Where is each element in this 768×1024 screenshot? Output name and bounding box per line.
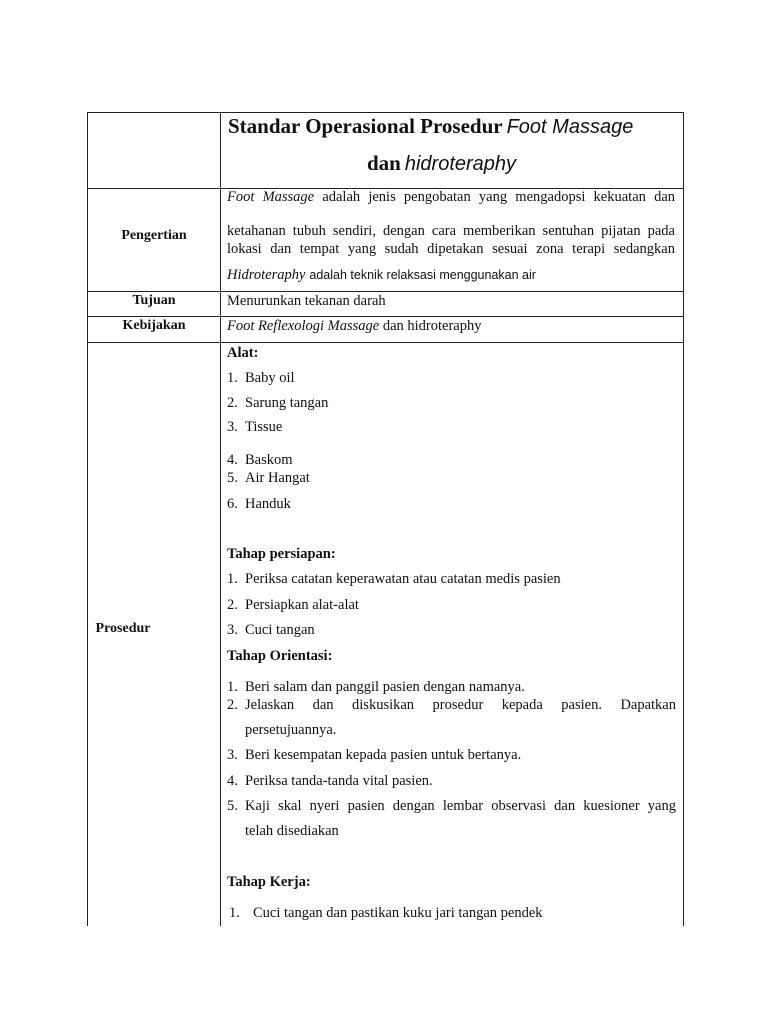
title-topic-1: Foot Massage [506,116,634,138]
pengertian-line-4: Hidroteraphy adalah teknik relaksasi menggunakan air [227,267,536,283]
list-item: 1. Baby oil [227,370,295,386]
title-prefix: Standar Operasional Prosedur [228,114,503,138]
list-item: 3. Cuci tangan [227,622,315,638]
page-title [228,114,633,139]
list-item: 6. Handuk [227,496,291,512]
list-item: 2. Jelaskan dan diskusikan prosedur kepada pasien. Dapatkan [227,697,676,713]
list-item: 1. Periksa catatan keperawatan atau catatan medis pasien [227,571,561,587]
row-divider-tujuan [87,316,684,317]
heading-alat: Alat: [227,345,259,361]
pengertian-line-3: lokasi dan tempat yang sudah dipetakan sesuai zona terapi sedangkan [227,241,675,257]
kebijakan-text: Foot Reflexologi Massage dan hidroteraphy [227,318,482,334]
list-item: 2. Sarung tangan [227,395,329,411]
pengertian-line-1: Foot Massage adalah jenis pengobatan yang mengadopsi kekuatan dan [227,189,676,205]
heading-tahap-kerja: Tahap Kerja: [227,874,311,890]
list-item-continuation: telah disediakan [245,823,339,839]
list-item: 3. Tissue [227,419,283,435]
list-item-continuation: persetujuannya. [245,722,337,738]
page-title-line-2 [367,151,516,176]
list-item: 4. Periksa tanda-tanda vital pasien. [227,773,433,789]
heading-tahap-orientasi: Tahap Orientasi: [227,648,333,664]
heading-tahap-persiapan: Tahap persiapan: [227,546,336,562]
tujuan-text: Menurunkan tekanan darah [227,293,386,309]
list-item: 5. Air Hangat [227,470,310,486]
list-item: 3. Beri kesempatan kepada pasien untuk bertanya. [227,747,522,763]
label-pengertian: Pengertian [121,228,187,243]
pengertian-term-1: Foot Massage [227,189,315,205]
label-kebijakan: Kebijakan [122,318,186,333]
list-item: 2. Persiapkan alat-alat [227,597,359,613]
label-prosedur: Prosedur [95,621,151,636]
list-item: 1. Beri salam dan panggil pasien dengan namanya. [227,679,525,695]
title-topic-2: hidroteraphy [404,153,517,175]
pengertian-term-2: Hidroteraphy [227,267,306,283]
table-top-border [87,112,684,113]
row-divider-pengertian [87,291,684,292]
label-tujuan: Tujuan [132,293,176,308]
pengertian-line-2: ketahanan tubuh sendiri, dengan cara memberikan sentuhan pijatan pada [227,223,675,239]
list-item: 5. Kaji skal nyeri pasien dengan lembar observasi dan kuesioner yang [227,798,676,814]
list-item: 1. Cuci tangan dan pastikan kuku jari tangan pendek [229,905,543,921]
list-item: 4. Baskom [227,452,293,468]
title-conj: dan [367,151,401,175]
table-right-border [683,112,684,926]
row-divider-kebijakan [87,342,684,343]
